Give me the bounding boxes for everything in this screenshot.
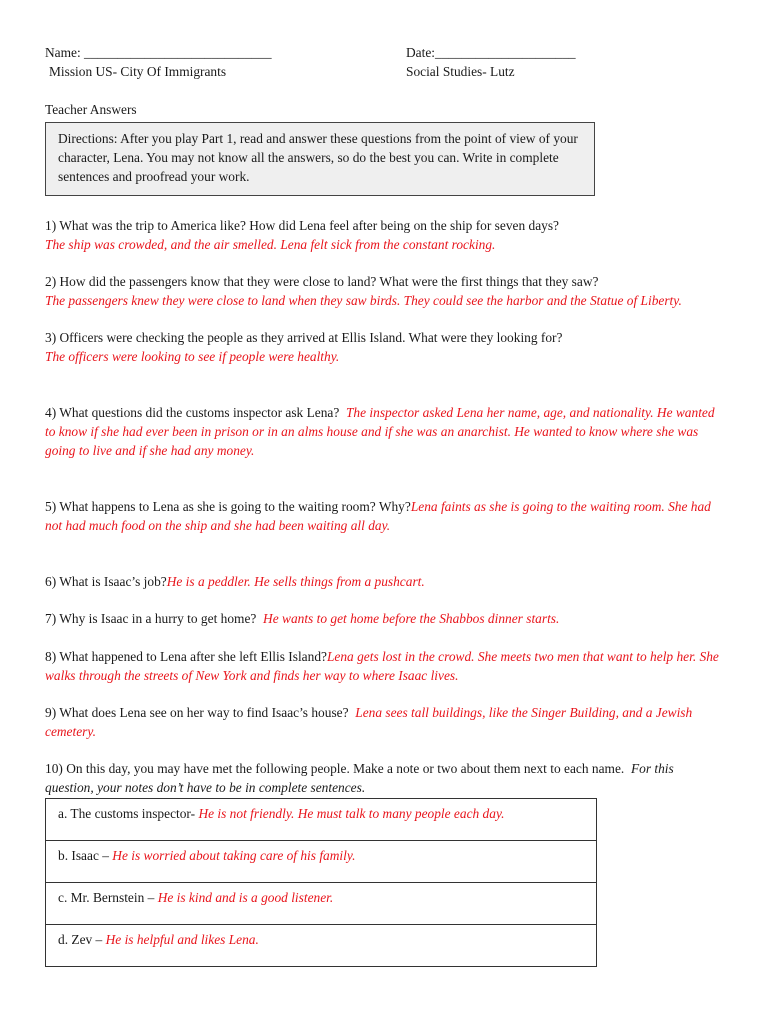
course-title: Mission US- City Of Immigrants (49, 64, 227, 79)
question-text: 2) How did the passengers know that they were close to land? What were the first things that they saw? (45, 274, 599, 289)
answer-text: The ship was crowded, and the air smelled. Lena felt sick from the constant rocking. (45, 237, 496, 252)
person-label: d. Zev – (58, 932, 103, 947)
question-3 (45, 328, 723, 366)
person-note: He is kind and is a good listener. (157, 890, 334, 905)
question-text: 10) On this day, you may have met the following people. Make a note or two about them next to each name. (45, 761, 625, 776)
question-text: 3) Officers were checking the people as they arrived at Ellis Island. What were they looking for? (45, 330, 563, 345)
directions-box (45, 122, 595, 196)
table-row (46, 925, 597, 967)
people-notes-table (45, 798, 597, 967)
answer-text: The inspector asked Lena her name, age, and nationality. He wanted to know if she had ever been in prison or in an alms house and if she was an anarchist. He wanted to know where she was going to live and if she had any money. (45, 405, 715, 458)
question-9 (45, 703, 723, 741)
answer-text: He wants to get home before the Shabbos dinner starts. (263, 611, 560, 626)
table-row (46, 883, 597, 925)
question-text: 7) Why is Isaac in a hurry to get home? (45, 611, 257, 626)
question-10 (45, 759, 723, 797)
table-row (46, 841, 597, 883)
answer-text: The passengers knew they were close to land when they saw birds. They could see the harbor and the Statue of Liberty. (45, 293, 682, 308)
person-label: b. Isaac – (58, 848, 109, 863)
answer-text: The officers were looking to see if people were healthy. (45, 349, 340, 364)
table-row (46, 799, 597, 841)
question-note: For this question, your notes don’t have to be in complete sentences. (45, 761, 674, 795)
person-note: He is worried about taking care of his family. (112, 848, 356, 863)
question-2 (45, 272, 723, 310)
question-text: 8) What happened to Lena after she left Ellis Island? (45, 649, 327, 664)
date-field-label: Date:_____________________ (406, 45, 576, 60)
question-1 (45, 216, 723, 254)
question-text: 1) What was the trip to America like? How did Lena feel after being on the ship for seven days? (45, 218, 560, 233)
name-field-label: Name: ____________________________ (45, 45, 272, 60)
question-7 (45, 609, 723, 628)
question-text: 4) What questions did the customs inspector ask Lena? (45, 405, 340, 420)
person-label: a. The customs inspector- (58, 806, 196, 821)
question-text: 6) What is Isaac’s job? (45, 574, 167, 589)
teacher-answers-heading: Teacher Answers (45, 102, 137, 117)
answer-text: Lena faints as she is going to the waiting room. She had not had much food on the ship and she had been waiting all day. (45, 499, 711, 533)
answer-text: Lena gets lost in the crowd. She meets two men that want to help her. She walks through the streets of New York and finds her way to where Isaac lives. (45, 649, 719, 683)
question-8 (45, 647, 723, 685)
answer-text: Lena sees tall buildings, like the Singer Building, and a Jewish cemetery. (45, 705, 693, 739)
person-note: He is not friendly. He must talk to many people each day. (198, 806, 505, 821)
person-label: c. Mr. Bernstein – (58, 890, 155, 905)
question-5 (45, 497, 723, 535)
question-text: 5) What happens to Lena as she is going to the waiting room? Why? (45, 499, 411, 514)
question-4 (45, 403, 723, 460)
answer-text: He is a peddler. He sells things from a pushcart. (166, 574, 425, 589)
course-subject: Social Studies- Lutz (406, 64, 515, 79)
question-text: 9) What does Lena see on her way to find Isaac’s house? (45, 705, 349, 720)
person-note: He is helpful and likes Lena. (105, 932, 259, 947)
directions-text: Directions: After you play Part 1, read and answer these questions from the point of view of your character, Lena. You may not know all the answers, so do the best you can. Write in complete sentences and proofread your work. (58, 131, 578, 184)
question-6 (45, 572, 723, 591)
